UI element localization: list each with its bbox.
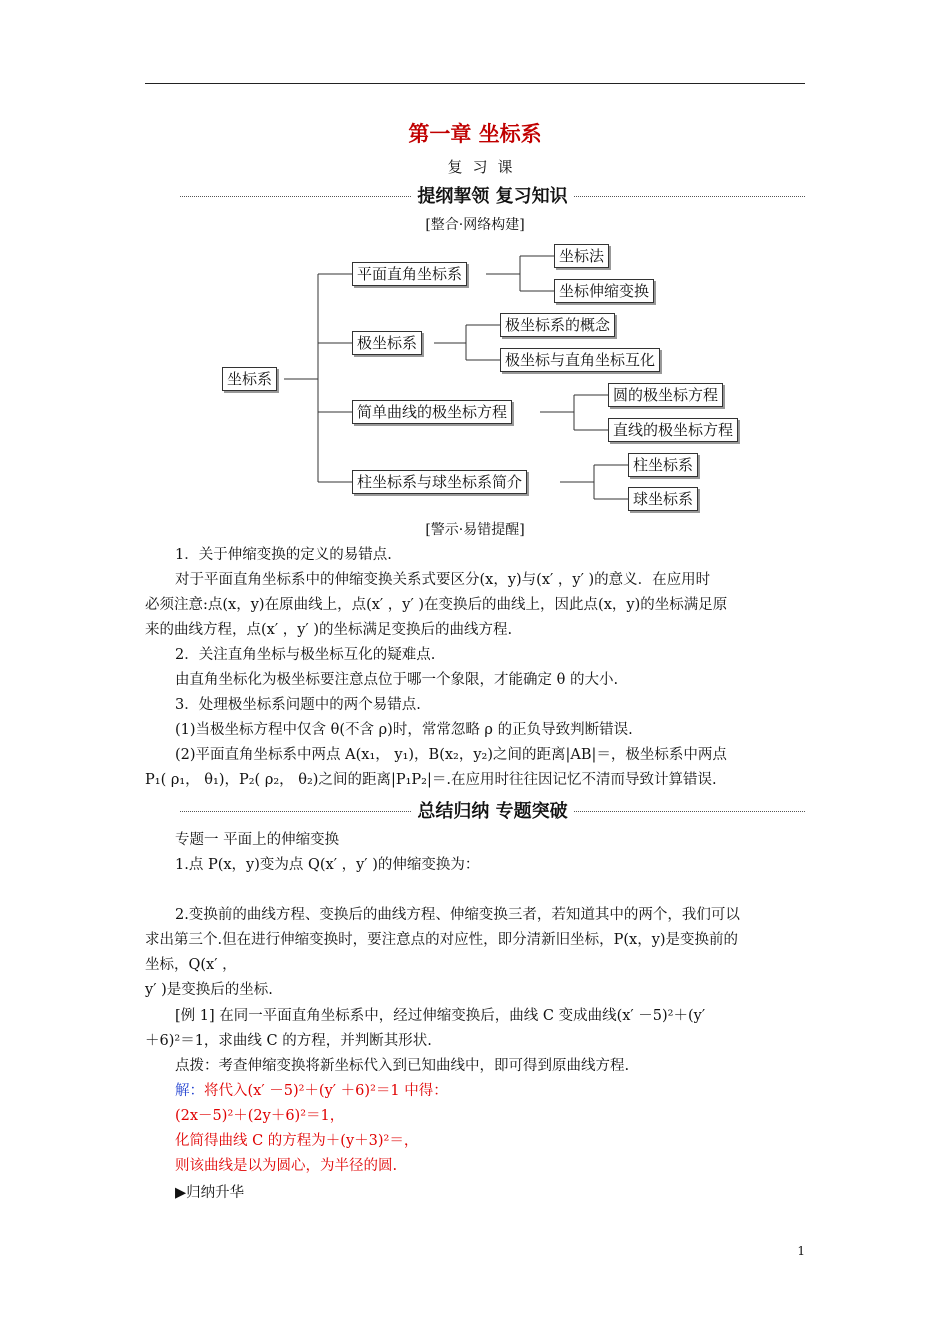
example-line: ＋6)²＝1，求曲线 C 的方程，并判断其形状. xyxy=(145,1033,432,1049)
solution-label: 解： xyxy=(175,1083,204,1099)
diagram-leaf: 坐标法 xyxy=(554,244,609,268)
solution-line: 化简得曲线 C 的方程为＋(y＋3)²＝， xyxy=(175,1133,419,1149)
solution-line: 则该曲线是以为圆心，为半径的圆. xyxy=(175,1158,398,1174)
chapter-title: 第一章 坐标系 xyxy=(408,121,542,146)
diagram-branch: 平面直角坐标系 xyxy=(352,262,467,286)
paragraph-line: 坐标，Q(x′ ， xyxy=(145,957,237,973)
diagram-leaf: 圆的极坐标方程 xyxy=(608,383,723,407)
paragraph-line: 求出第三个.但在进行伸缩变换时，要注意点的对应性，即分清新旧坐标，P(x，y)是变换前的 xyxy=(145,932,739,948)
solution-text: 将代入(x′ －5)²＋(y′ ＋6)²＝1 中得： xyxy=(204,1083,448,1099)
paragraph-line: 1.点 P(x，y)变为点 Q(x′ ，y′ )的伸缩变换为： xyxy=(175,857,480,873)
section-title: 提纲挈领 复习知识 xyxy=(411,182,573,208)
warning-line: 来的曲线方程，点(x′ ，y′ )的坐标满足变换后的曲线方程. xyxy=(145,622,513,638)
diagram-leaf: 极坐标系的概念 xyxy=(500,313,615,337)
warning-line: 由直角坐标化为极坐标要注意点位于哪一个象限，才能确定 θ 的大小. xyxy=(175,672,619,688)
diagram-leaf: 极坐标与直角坐标互化 xyxy=(500,348,660,372)
section-title: 总结归纳 专题突破 xyxy=(411,797,573,823)
summary-heading: ▶归纳升华 xyxy=(175,1185,245,1201)
diagram-connectors xyxy=(0,0,950,520)
paragraph-line: 2.变换前的曲线方程、变换后的曲线方程、伸缩变换三者，若知道其中的两个，我们可以 xyxy=(175,907,740,923)
lesson-subtitle: 复习课 xyxy=(447,158,523,176)
solution-line xyxy=(175,1079,448,1104)
warning-line: 对于平面直角坐标系中的伸缩变换关系式要区分(x，y)与(x′ ，y′ )的意义．在应用时 xyxy=(175,572,711,588)
diagram-branch: 极坐标系 xyxy=(352,331,422,355)
diagram-leaf: 直线的极坐标方程 xyxy=(608,418,738,442)
network-heading: [整合·网络构建] xyxy=(425,217,525,233)
warning-line: 必须注意:点(x，y)在原曲线上，点(x′ ，y′ )在变换后的曲线上，因此点(x，y)的坐标满足原 xyxy=(145,597,728,613)
warning-line: (1)当极坐标方程中仅含 θ(不含 ρ)时，常常忽略 ρ 的正负导致判断错误. xyxy=(175,722,633,738)
warning-line: 2．关注直角坐标与极坐标互化的疑难点. xyxy=(175,647,436,663)
diagram-leaf: 坐标伸缩变换 xyxy=(554,279,654,303)
diagram-branch: 柱坐标系与球坐标系简介 xyxy=(352,470,527,494)
diagram-branch: 简单曲线的极坐标方程 xyxy=(352,400,512,424)
warning-heading: [警示·易错提醒] xyxy=(425,522,525,538)
example-line: [例 1] 在同一平面直角坐标系中，经过伸缩变换后，曲线 C 变成曲线(x′ －5)²＋(y′ xyxy=(175,1008,706,1024)
warning-line: (2)平面直角坐标系中两点 A(x₁， y₁)，B(x₂，y₂)之间的距离|AB|＝，极坐标系中两点 xyxy=(175,747,727,763)
warning-line: P₁( ρ₁， θ₁)，P₂( ρ₂， θ₂)之间的距离|P₁P₂|＝.在应用时往往因记忆不清而导致计算错误. xyxy=(145,772,717,788)
diagram-root: 坐标系 xyxy=(222,367,277,391)
diagram-leaf: 柱坐标系 xyxy=(628,453,698,477)
hint-line: 点拨：考查伸缩变换将新坐标代入到已知曲线中，即可得到原曲线方程. xyxy=(175,1058,630,1074)
section-header-summary xyxy=(180,796,805,826)
page-number: 1 xyxy=(797,1244,805,1258)
diagram-leaf: 球坐标系 xyxy=(628,487,698,511)
solution-line: (2x－5)²＋(2y＋6)²＝1， xyxy=(175,1108,345,1124)
topic-heading: 专题一 平面上的伸缩变换 xyxy=(175,832,340,848)
warning-line: 3．处理极坐标系问题中的两个易错点. xyxy=(175,697,421,713)
warning-line: 1．关于伸缩变换的定义的易错点. xyxy=(175,547,392,563)
paragraph-line: y′ )是变换后的坐标. xyxy=(145,982,273,998)
